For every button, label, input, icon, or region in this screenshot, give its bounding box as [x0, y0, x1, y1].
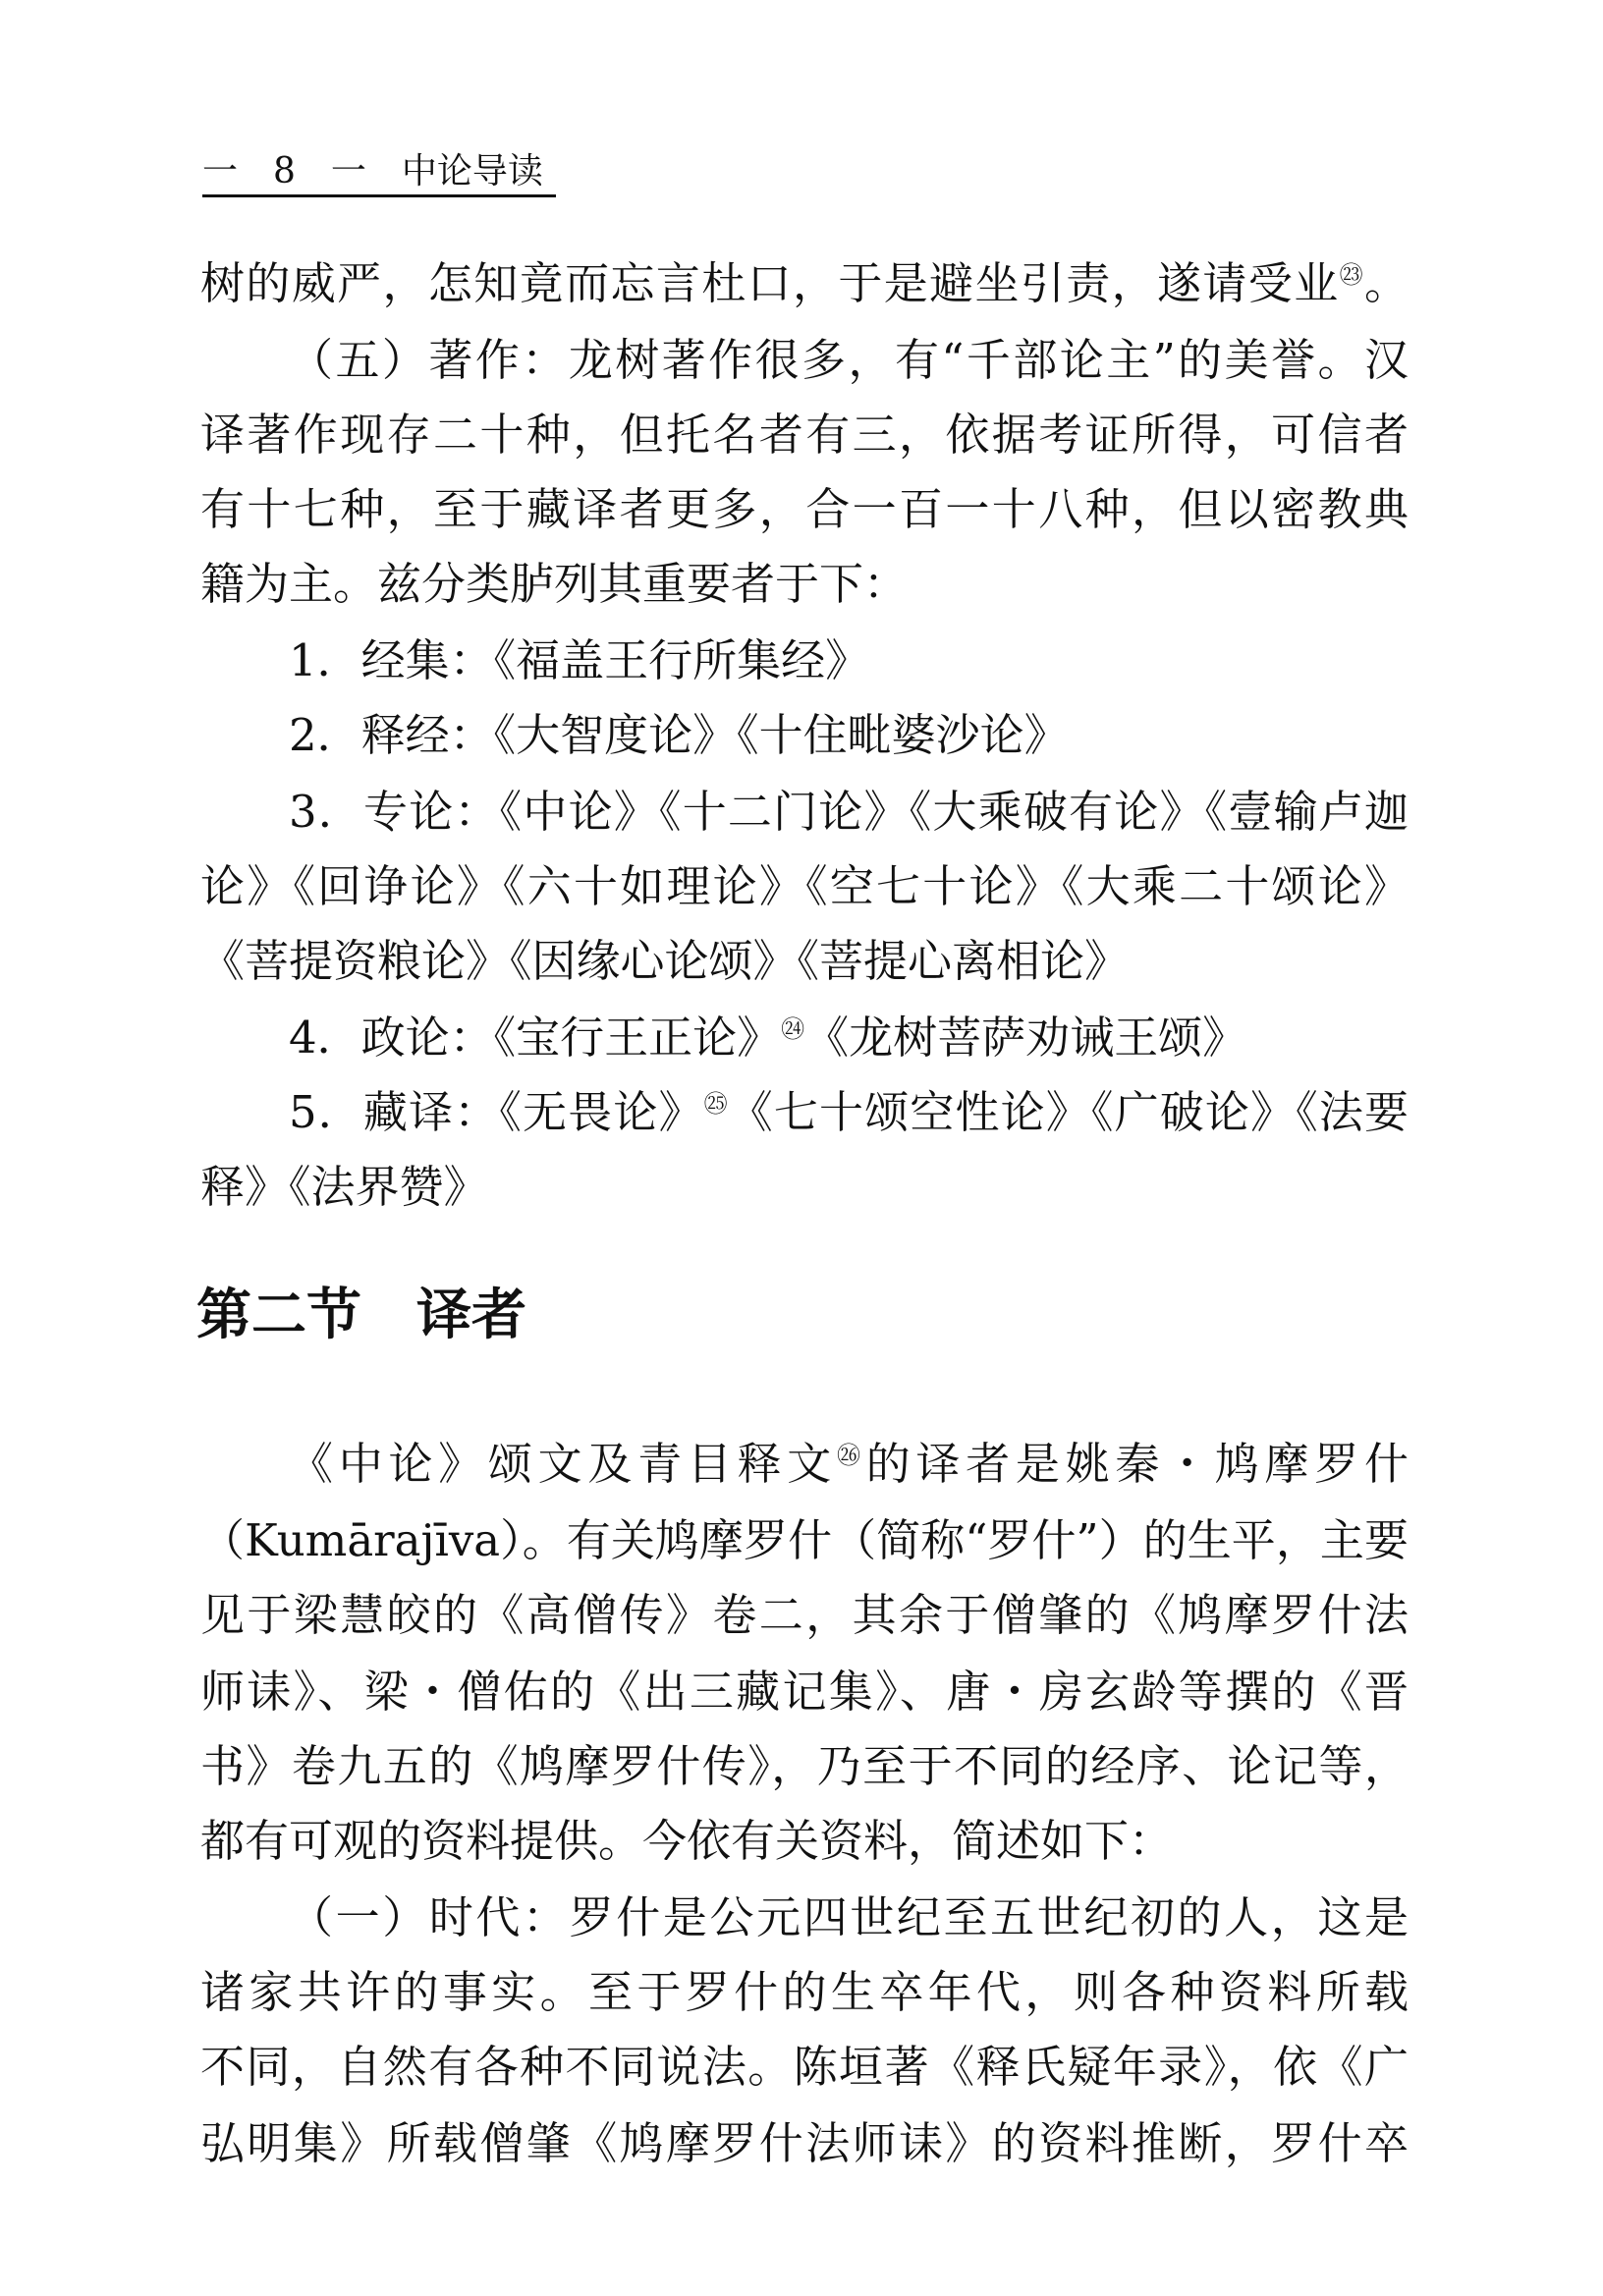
text-line: 释》《法界赞》	[200, 1161, 488, 1213]
header-underline	[202, 194, 556, 197]
text-line: 译著作现存二十种，但托名者有三，依据考证所得，可信者	[200, 409, 1409, 461]
text-line: 籍为主。兹分类胪列其重要者于下：	[200, 558, 909, 610]
footnote-marker: ㉓	[1339, 261, 1364, 289]
list-item: 2．释经：《大智度论》《十住毗婆沙论》	[289, 709, 1069, 761]
text-line: 见于梁慧皎的《高僧传》卷二，其余于僧肇的《鸠摩罗什法	[200, 1589, 1409, 1641]
text-line: （Kumārajīva）。有关鸠摩罗什（简称“罗什”）的生平，主要	[200, 1514, 1409, 1566]
text-line: 《中论》颂文及青目释文$^㉖$的译者是姚秦・鸠摩罗什	[289, 1438, 1409, 1490]
text-line: 有十七种，至于藏译者更多，合一百一十八种，但以密教典	[200, 483, 1409, 535]
footnote-marker: ㉖	[837, 1442, 866, 1469]
footnote-marker: ㉕	[703, 1090, 729, 1118]
text-line: 师诔》、梁・僧佑的《出三藏记集》、唐・房玄龄等撰的《晋	[200, 1666, 1409, 1718]
footnote-marker: ㉔	[781, 1015, 805, 1043]
page-header	[202, 147, 1401, 206]
text-line: （一）时代：罗什是公元四世纪至五世纪初的人，这是	[289, 1891, 1409, 1943]
text-line: 书》卷九五的《鸠摩罗什传》，乃至于不同的经序、论记等，	[200, 1740, 1409, 1792]
list-item: 3．专论：《中论》《十二门论》《大乘破有论》《壹输卢迦	[289, 786, 1409, 838]
list-item: 4．政论：《宝行王正论》$^㉔$《龙树菩萨劝诫王颂》	[289, 1011, 1247, 1064]
text-line: 弘明集》所载僧肇《鸠摩罗什法师诔》的资料推断，罗什卒	[200, 2117, 1409, 2169]
text-line: 不同，自然有各种不同说法。陈垣著《释氏疑年录》，依《广	[200, 2041, 1409, 2093]
text-line: 树的威严，怎知竟而忘言杜口，于是避坐引责，遂请受业$^㉓$。	[200, 257, 1409, 309]
text-line: 都有可观的资料提供。今依有关资料，简述如下：	[200, 1815, 1174, 1867]
page-number: 一 8 一	[202, 151, 366, 191]
text-line: 《菩提资粮论》《因缘心论颂》《菩提心离相论》	[200, 935, 1130, 987]
text-line: 论》《回诤论》《六十如理论》《空七十论》《大乘二十颂论》	[200, 860, 1409, 912]
list-item: 1．经集：《福盖王行所集经》	[289, 634, 870, 686]
running-head	[202, 147, 543, 196]
book-title: 中论导读	[401, 151, 543, 191]
section-title: 第二节 译者	[196, 1284, 526, 1347]
text-line: 诸家共许的事实。至于罗什的生卒年代，则各种资料所载	[200, 1966, 1409, 2018]
list-item: 5．藏译：《无畏论》$^㉕$《七十颂空性论》《广破论》《法要	[289, 1086, 1409, 1138]
text-line: （五）著作：龙树著作很多，有“千部论主”的美誉。汉	[289, 334, 1409, 386]
